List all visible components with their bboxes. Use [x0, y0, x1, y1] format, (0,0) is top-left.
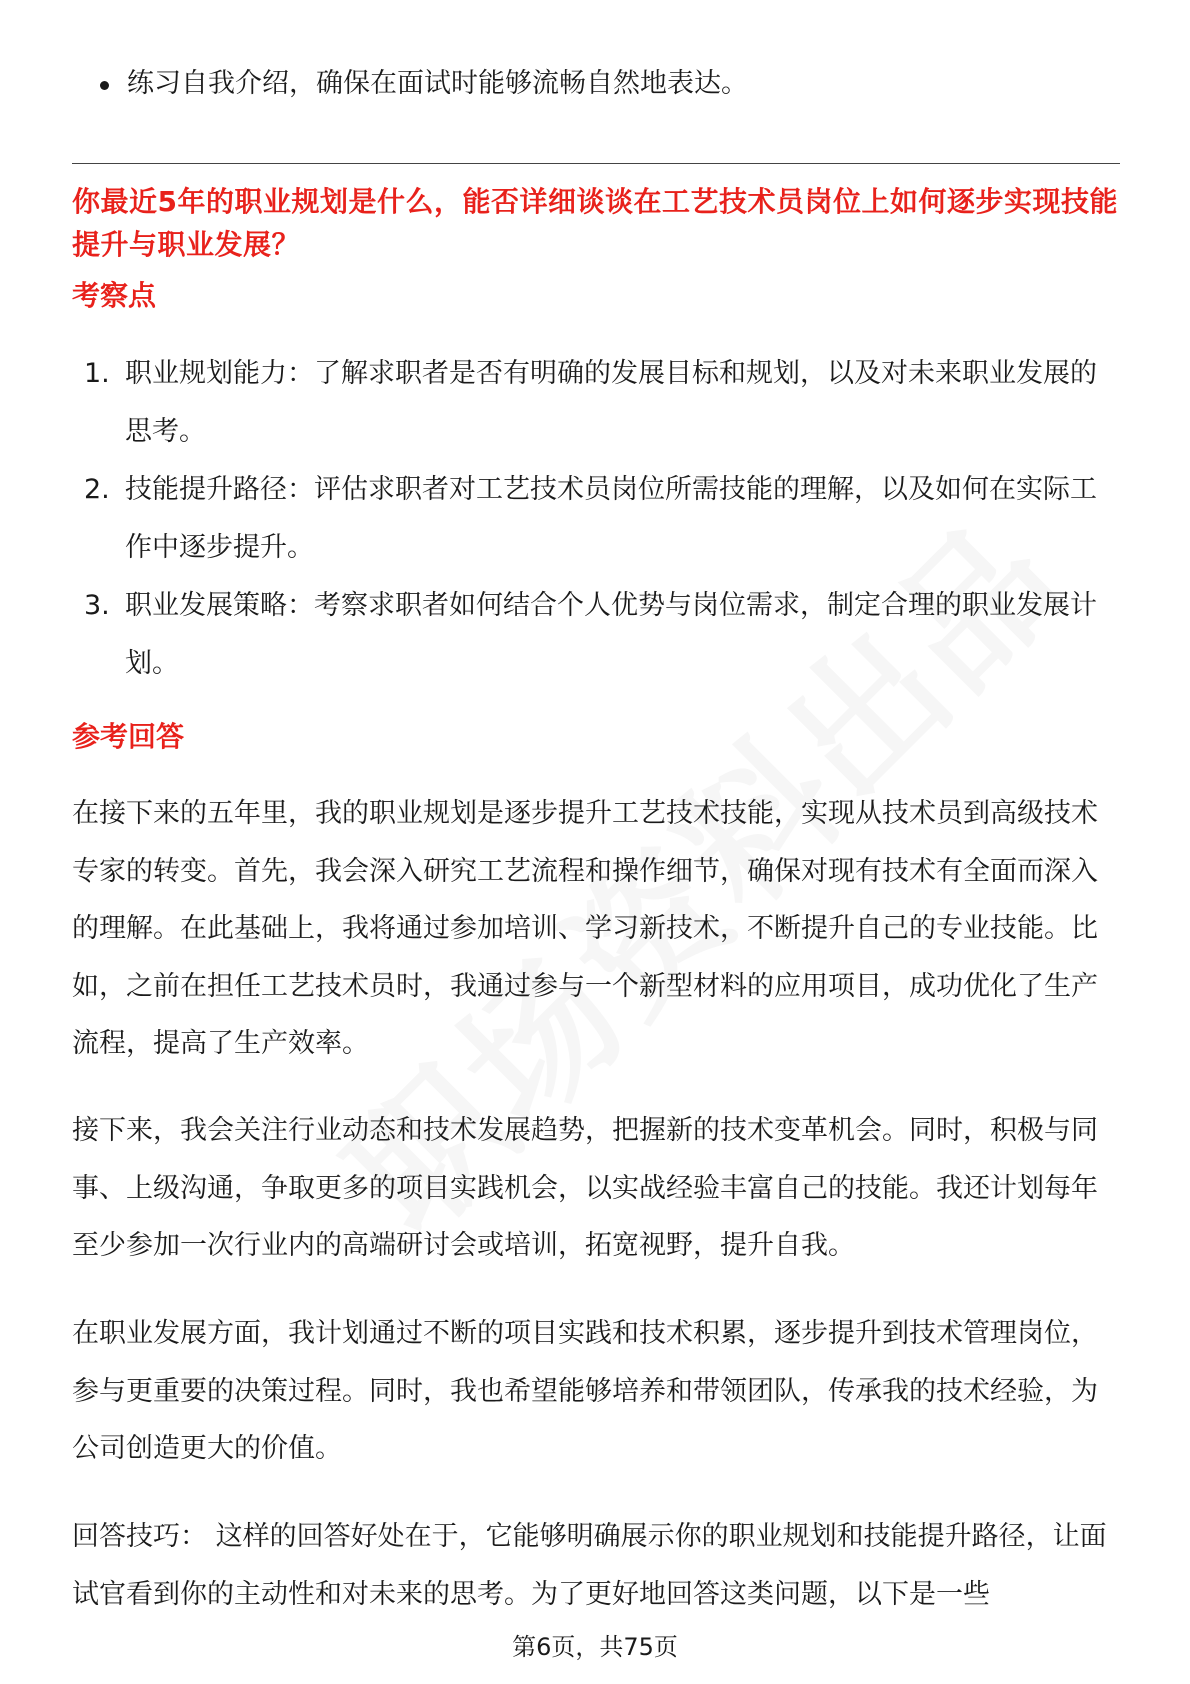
list-number: 1.	[84, 358, 110, 389]
bullet-icon	[100, 81, 109, 90]
list-text: 职业发展策略：考察求职者如何结合个人优势与岗位需求，制定合理的职业发展计划。	[125, 590, 1097, 679]
answer-paragraph: 在职业发展方面，我计划通过不断的项目实践和技术积累，逐步提升到技术管理岗位，参与更重要的决策过程。同时，我也希望能够培养和带领团队，传承我的技术经验，为公司创造更大的价值。	[72, 1318, 1098, 1464]
list-text: 职业规划能力：了解求职者是否有明确的发展目标和规划，以及对未来职业发展的思考。	[125, 358, 1097, 447]
section-title-answer: 参考回答	[72, 720, 185, 753]
list-number: 3.	[84, 590, 110, 621]
list-item	[72, 461, 1122, 577]
section-title-points: 考察点	[72, 279, 157, 312]
section-divider	[72, 163, 1120, 164]
page-footer: 第6页，共75页	[512, 1633, 678, 1661]
bullet-text: 练习自我介绍，确保在面试时能够流畅自然地表达。	[127, 68, 748, 99]
question-heading: 你最近5年的职业规划是什么，能否详细谈谈在工艺技术员岗位上如何逐步实现技能提升与职业发展？	[72, 185, 1118, 261]
points-list	[72, 345, 1122, 693]
answer-paragraph: 在接下来的五年里，我的职业规划是逐步提升工艺技术技能，实现从技术员到高级技术专家的转变。首先，我会深入研究工艺流程和操作细节，确保对现有技术有全面而深入的理解。在此基础上，我将通过参加培训、学习新技术，不断提升自己的专业技能。比如，之前在担任工艺技术员时，我通过参与一个新型材料的应用项目，成功优化了生产流程，提高了生产效率。	[72, 798, 1098, 1059]
answer-tips-paragraph: 回答技巧： 这样的回答好处在于，它能够明确展示你的职业规划和技能提升路径，让面试官看到你的主动性和对未来的思考。为了更好地回答这类问题，以下是一些	[72, 1521, 1107, 1610]
answer-paragraph: 接下来，我会关注行业动态和技术发展趋势，把握新的技术变革机会。同时，积极与同事、上级沟通，争取更多的项目实践机会，以实战经验丰富自己的技能。我还计划每年至少参加一次行业内的高端研讨会或培训，拓宽视野，提升自我。	[72, 1115, 1098, 1261]
list-item	[72, 345, 1122, 461]
list-number: 2.	[84, 474, 110, 505]
list-item	[72, 577, 1122, 693]
list-text: 技能提升路径：评估求职者对工艺技术员岗位所需技能的理解，以及如何在实际工作中逐步提升。	[125, 474, 1097, 563]
